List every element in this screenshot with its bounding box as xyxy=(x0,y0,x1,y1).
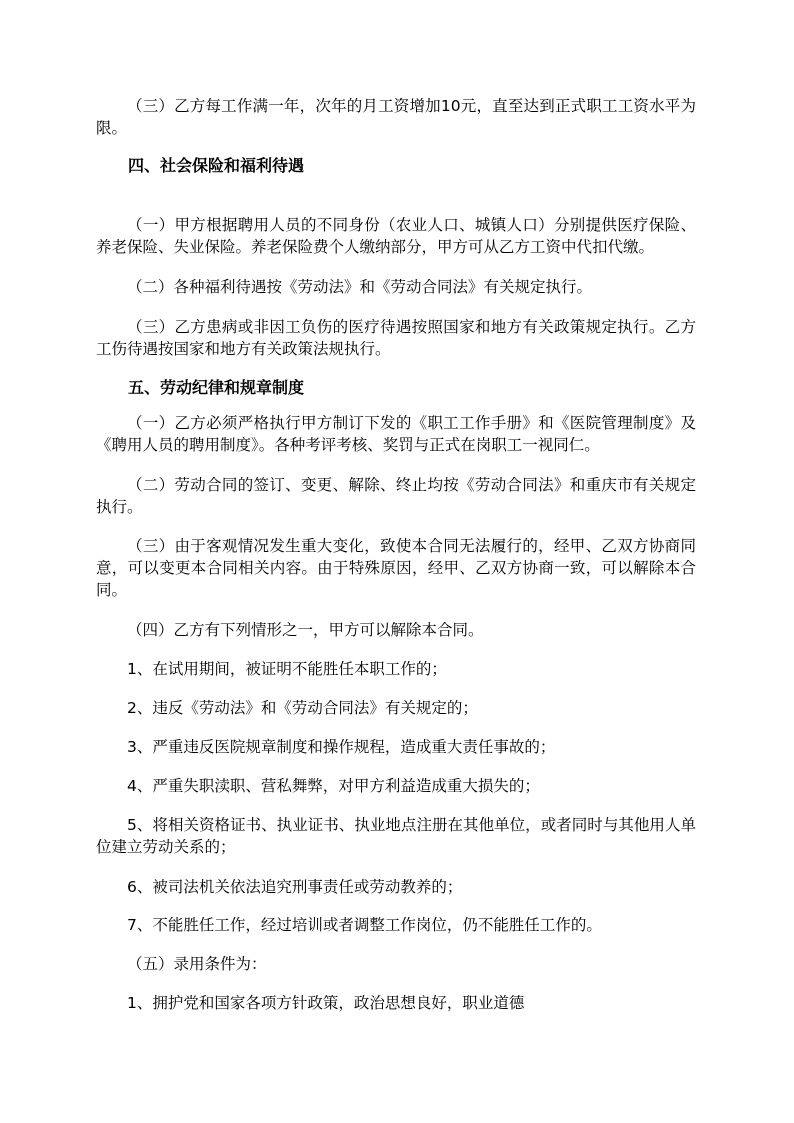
list-item-dereliction: 4、严重失职渎职、营私舞弊，对甲方利益造成重大损失的； xyxy=(127,777,540,795)
section-heading-labor-discipline: 五、劳动纪律和规章制度 xyxy=(128,378,305,397)
paragraph-insurance-provision: （一）甲方根据聘用人员的不同身份（农业人口、城镇人口）分别提供医疗保险、养老保险、失业保险。养老保险费个人缴纳部分，甲方可从乙方工资中代扣代缴。 xyxy=(96,216,696,256)
paragraph-medical-treatment: （三）乙方患病或非因工负伤的医疗待遇按照国家和地方有关政策规定执行。乙方工伤待遇按国家和地方有关政策法规执行。 xyxy=(96,318,696,358)
list-item-law-violation: 2、违反《劳动法》和《劳动合同法》有关规定的； xyxy=(127,699,478,717)
paragraph-salary-increase: （三）乙方每工作满一年，次年的月工资增加10元，直至达到正式职工工资水平为限。 xyxy=(96,97,696,137)
list-item-political-support: 1、拥护党和国家各项方针政策，政治思想良好，职业道德 xyxy=(127,994,525,1012)
paragraph-hiring-conditions: （五）录用条件为： xyxy=(127,955,267,973)
list-item-criminal-liability: 6、被司法机关依法追究刑事责任或劳动教养的； xyxy=(127,878,463,896)
list-item-probation: 1、在试用期间，被证明不能胜任本职工作的； xyxy=(127,660,447,678)
paragraph-rules-compliance: （一）乙方必须严格执行甲方制订下发的《职工工作手册》和《医院管理制度》及《聘用人员的聘用制度》。各种考评考核、奖罚与正式在岗职工一视同仁。 xyxy=(96,414,696,454)
paragraph-welfare-benefits: （二）各种福利待遇按《劳动法》和《劳动合同法》有关规定执行。 xyxy=(127,278,593,296)
paragraph-termination-conditions: （四）乙方有下列情形之一，甲方可以解除本合同。 xyxy=(127,621,484,639)
paragraph-contract-procedures: （二）劳动合同的签订、变更、解除、终止均按《劳动合同法》和重庆市有关规定执行。 xyxy=(96,476,696,516)
section-heading-social-insurance: 四、社会保险和福利待遇 xyxy=(128,156,305,175)
list-item-incompetence: 7、不能胜任工作，经过培训或者调整工作岗位，仍不能胜任工作的。 xyxy=(127,916,602,934)
list-item-dual-employment: 5、将相关资格证书、执业证书、执业地点注册在其他单位，或者同时与其他用人单位建立劳动关系的； xyxy=(96,816,696,856)
list-item-serious-violation: 3、严重违反医院规章制度和操作规程，造成重大责任事故的； xyxy=(127,738,556,756)
paragraph-contract-change: （三）由于客观情况发生重大变化，致使本合同无法履行的，经甲、乙双方协商同意，可以变更本合同相关内容。由于特殊原因，经甲、乙双方协商一致，可以解除本合同。 xyxy=(96,537,696,599)
